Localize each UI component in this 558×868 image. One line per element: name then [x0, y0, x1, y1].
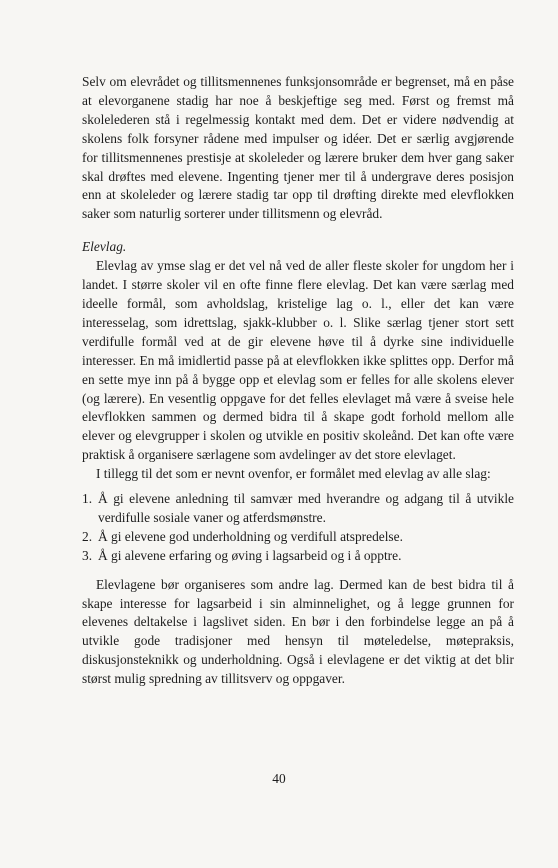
- page-number: 40: [272, 771, 286, 786]
- list-text: Å gi elevene god underholdning og verdifull atspredelse.: [98, 528, 403, 544]
- section-spacer: [82, 224, 514, 238]
- list-item: [82, 490, 514, 528]
- list-item: [82, 547, 514, 566]
- page-body: [82, 73, 514, 689]
- list-text: Å gi alevene erfaring og øving i lagsarbeid og i å opptre.: [98, 547, 402, 563]
- purpose-list: [82, 490, 514, 566]
- section-paragraph: I tillegg til det som er nevnt ovenfor, er formålet med elevlag av alle slag:: [96, 466, 491, 482]
- list-number: 2.: [82, 528, 93, 544]
- closing-paragraph: Elevlagene bør organiseres som andre lag. Dermed kan de best bidra til å skape interesse for lagsarbeid i sin alminnelighet, og å legge grunnen for elevenes deltakelse i lagslivet siden. En bør i den forbindelse legge an på å utvikle gode tradisjoner med hensyn til møteledelse, møtepraksis, diskusjonsteknikk og underholdning. Også i elevlagene er det viktig at det blir størst mulig spredning av tillitsverv og oppgaver.: [82, 576, 514, 687]
- section-heading: Elevlag.: [82, 239, 127, 255]
- list-text: Å gi elevene anledning til samvær med hverandre og adgang til å utvikle verdifulle sosiale vaner og atferdsmønstre.: [98, 491, 514, 525]
- list-number: 3.: [82, 547, 93, 563]
- intro-paragraph: Selv om elevrådet og tillitsmennenes funksjonsområde er begrenset, må en påse at elevorganene stadig har noe å beskjeftige seg med. Først og fremst må skolelederen stå i regelmessig kontakt med dem. Det er videre nødvendig at skolens folk forsyner rådene med impulser og idéer. Det er særlig avgjørende for tillitsmennenes prestisje at skoleleder og lærere bruker dem hver gang saker skal drøftes med elevene. Ingenting tjener mer til å undergrave deres posisjon enn at skoleleder og lærere stadig tar opp til drøfting direkte med elevflokken saker som naturlig sorterer under tillitsmenn og elevråd.: [82, 74, 514, 222]
- closing-spacer: [82, 566, 514, 576]
- list-number: 1.: [82, 491, 93, 507]
- list-item: [82, 528, 514, 547]
- section-paragraph: Elevlag av ymse slag er det vel nå ved de aller fleste skoler for ungdom her i landet. I større skoler vil en ofte finne flere elevlag. Det kan være særlag med ideelle formål, som avholdslag, kristelige lag o. l., eller det kan være interesselag, som idrettslag, sjakk-klubber o. l. Slike særlag tjener stort sett verdifulle formål ved at de gir elevene høve til å dyrke sine individuelle interesser. En må imidlertid passe på at elevflokken ikke splittes opp. Derfor må en sette mye inn på å bygge opp et elevlag som er felles for alle skolens elever (og lærere). En vesentlig oppgave for det felles elevlaget må være å sveise hele elevflokken sammen og dermed bidra til å skape godt forhold mellom alle elever og elevgrupper i skolen og utvikle en positiv skoleånd. Det kan ofte være praktisk å organisere særlagene som avdelinger av det store elevlaget.: [82, 258, 514, 463]
